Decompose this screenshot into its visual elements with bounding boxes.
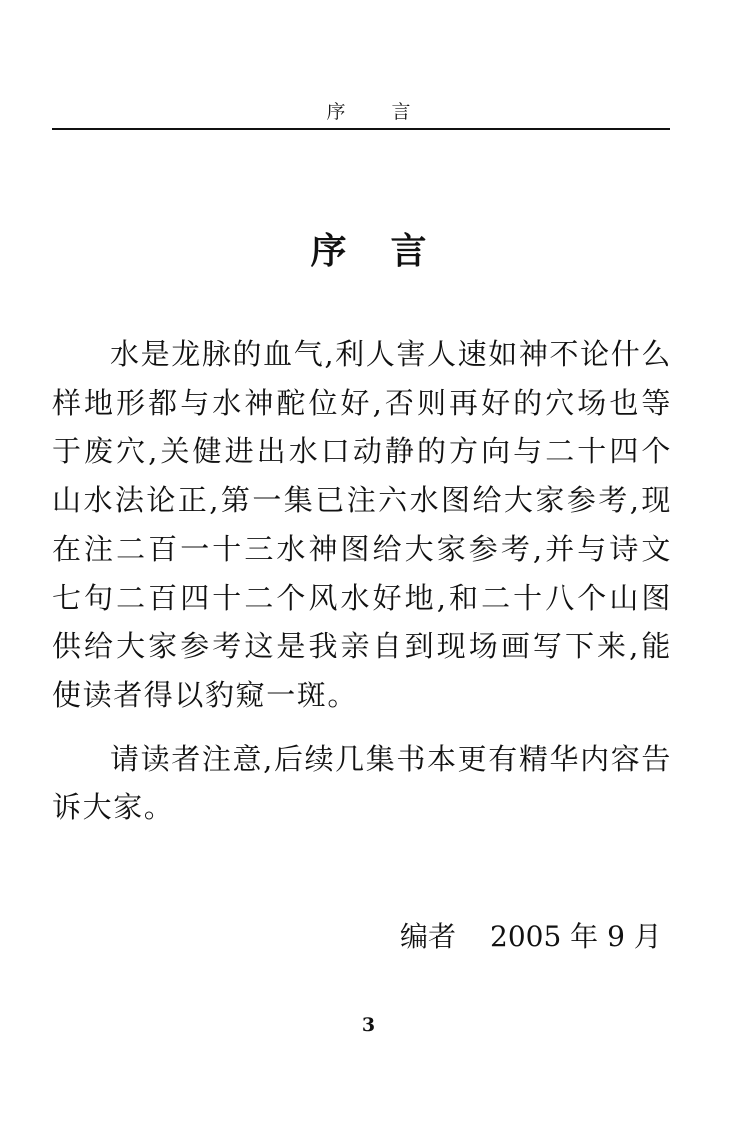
paragraph-1: 水是龙脉的血气,利人害人速如神不论什么样地形都与水神酡位好,否则再好的穴场也等于废穴,关健进出水口动静的方向与二十四个山水法论正,第一集已注六水图给大家参考,现在注二百一十三水神图给大家参考,并与诗文七句二百四十二个风水好地,和二十八个山图供给大家参考这是我亲自到现场画写下来,能使读者得以豹窥一斑。 bbox=[52, 337, 672, 712]
page-number: 3 bbox=[361, 1014, 376, 1036]
page-title: 序言 bbox=[310, 231, 471, 273]
header-rule bbox=[52, 128, 670, 130]
signature bbox=[400, 917, 662, 957]
signature-date: 2005 年 9 月 bbox=[490, 920, 662, 953]
running-header: 序 言 bbox=[326, 101, 431, 123]
signature-author: 编者 bbox=[400, 920, 457, 953]
paragraph-2: 请读者注意,后续几集书本更有精华内容告诉大家。 bbox=[52, 741, 672, 825]
preface-body bbox=[52, 330, 672, 847]
